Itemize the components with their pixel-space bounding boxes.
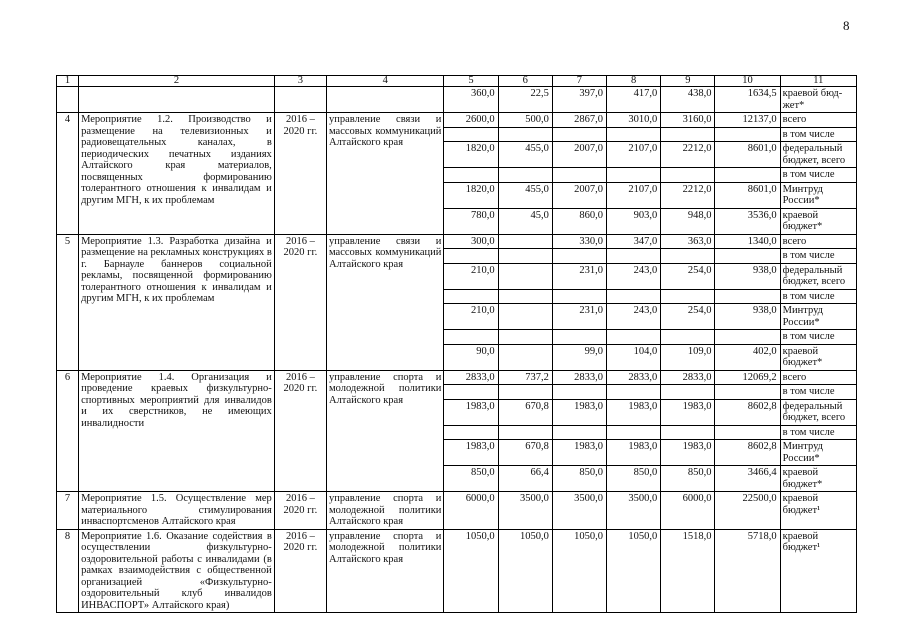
value-cell: 22,5 <box>498 87 552 113</box>
period-cell: 2016 – 2020 гг. <box>274 370 326 492</box>
event-cell: Мероприятие 1.5. Осуществление мер материального стимулирования инваспортсменов Алтайского края <box>79 492 275 530</box>
empty-cell <box>57 87 79 113</box>
row-number-cell: 4 <box>57 113 79 235</box>
executor-cell: управление спорта и молодежной политики Алтайского края <box>326 370 443 492</box>
value-cell: 850,0 <box>607 466 661 492</box>
value-cell: 737,2 <box>498 370 552 385</box>
value-cell: 1983,0 <box>607 440 661 466</box>
value-cell <box>498 249 552 264</box>
value-cell: 360,0 <box>444 87 498 113</box>
value-cell: 3010,0 <box>607 113 661 128</box>
value-cell <box>552 385 606 400</box>
col-header: 10 <box>715 76 780 87</box>
value-cell: 1050,0 <box>607 529 661 613</box>
value-cell: 670,8 <box>498 440 552 466</box>
col-header: 7 <box>552 76 606 87</box>
table-row <box>57 529 857 613</box>
value-cell <box>607 127 661 142</box>
value-cell: 1050,0 <box>498 529 552 613</box>
value-cell <box>607 330 661 345</box>
executor-cell: управление спорта и молодежной политики Алтайского края <box>326 492 443 530</box>
empty-cell <box>274 87 326 113</box>
value-cell <box>552 289 606 304</box>
value-cell: 3466,4 <box>715 466 780 492</box>
row-number-cell: 8 <box>57 529 79 613</box>
value-cell <box>661 330 715 345</box>
value-cell <box>661 127 715 142</box>
value-cell: 1983,0 <box>552 399 606 425</box>
value-cell <box>661 385 715 400</box>
funding-source-cell: в том числе <box>780 249 856 264</box>
value-cell <box>552 330 606 345</box>
value-cell <box>715 127 780 142</box>
value-cell: 1983,0 <box>552 440 606 466</box>
value-cell: 850,0 <box>552 466 606 492</box>
value-cell: 6000,0 <box>444 492 498 530</box>
value-cell: 45,0 <box>498 208 552 234</box>
value-cell: 1518,0 <box>661 529 715 613</box>
value-cell: 2107,0 <box>607 182 661 208</box>
funding-source-cell: в том числе <box>780 289 856 304</box>
value-cell: 254,0 <box>661 304 715 330</box>
value-cell: 12069,2 <box>715 370 780 385</box>
value-cell: 1050,0 <box>552 529 606 613</box>
continuation-row <box>57 87 857 113</box>
value-cell: 1050,0 <box>444 529 498 613</box>
value-cell: 3500,0 <box>498 492 552 530</box>
value-cell: 8602,8 <box>715 440 780 466</box>
value-cell <box>498 168 552 183</box>
value-cell: 90,0 <box>444 344 498 370</box>
value-cell <box>715 425 780 440</box>
value-cell <box>552 168 606 183</box>
value-cell: 938,0 <box>715 263 780 289</box>
value-cell: 850,0 <box>661 466 715 492</box>
value-cell <box>444 168 498 183</box>
value-cell: 8601,0 <box>715 182 780 208</box>
value-cell <box>607 168 661 183</box>
value-cell: 850,0 <box>444 466 498 492</box>
value-cell: 2007,0 <box>552 142 606 168</box>
value-cell: 363,0 <box>661 234 715 249</box>
funding-source-cell: в том числе <box>780 127 856 142</box>
value-cell: 397,0 <box>552 87 606 113</box>
value-cell <box>552 249 606 264</box>
funding-source-cell: Минтруд России* <box>780 182 856 208</box>
value-cell: 938,0 <box>715 304 780 330</box>
value-cell <box>444 289 498 304</box>
col-header: 2 <box>79 76 275 87</box>
value-cell: 1983,0 <box>444 399 498 425</box>
event-cell: Мероприятие 1.3. Разработка дизайна и размещение на рекламных конструкциях в г. Барнауле баннеров социальной рекламы, посвященной формированию толерантного отношения к инвалидам и другим МГН, к их проблемам <box>79 234 275 370</box>
col-header: 9 <box>661 76 715 87</box>
value-cell: 455,0 <box>498 142 552 168</box>
period-cell: 2016 – 2020 гг. <box>274 492 326 530</box>
value-cell: 2107,0 <box>607 142 661 168</box>
funding-source-cell: краевой бюджет¹ <box>780 529 856 613</box>
value-cell <box>498 289 552 304</box>
funding-source-cell: краевой бюджет* <box>780 208 856 234</box>
value-cell: 1820,0 <box>444 182 498 208</box>
table-row <box>57 370 857 385</box>
value-cell: 254,0 <box>661 263 715 289</box>
value-cell: 948,0 <box>661 208 715 234</box>
funding-source-cell: в том числе <box>780 330 856 345</box>
empty-cell <box>79 87 275 113</box>
event-cell: Мероприятие 1.6. Оказание содействия в осуществлении физкультурно-оздоровительной работы с инвалидами (в рамках взаимодействия с общественной организацией «Физкультурно-оздоровительный клуб инвалидов ИНВАСПОРТ» Алтайского края) <box>79 529 275 613</box>
value-cell: 1983,0 <box>607 399 661 425</box>
value-cell: 455,0 <box>498 182 552 208</box>
value-cell: 2867,0 <box>552 113 606 128</box>
value-cell: 22500,0 <box>715 492 780 530</box>
value-cell: 5718,0 <box>715 529 780 613</box>
value-cell <box>661 168 715 183</box>
value-cell: 438,0 <box>661 87 715 113</box>
funding-source-cell: всего <box>780 370 856 385</box>
funding-source-cell: в том числе <box>780 168 856 183</box>
value-cell: 210,0 <box>444 304 498 330</box>
value-cell <box>661 289 715 304</box>
executor-cell: управление связи и массовых коммуникаций Алтайского края <box>326 113 443 235</box>
value-cell <box>444 385 498 400</box>
value-cell: 780,0 <box>444 208 498 234</box>
value-cell: 3500,0 <box>607 492 661 530</box>
value-cell: 1983,0 <box>661 440 715 466</box>
value-cell: 2007,0 <box>552 182 606 208</box>
col-header: 4 <box>326 76 443 87</box>
value-cell: 903,0 <box>607 208 661 234</box>
funding-source-cell: Минтруд России* <box>780 440 856 466</box>
value-cell: 2212,0 <box>661 182 715 208</box>
value-cell: 2600,0 <box>444 113 498 128</box>
value-cell: 109,0 <box>661 344 715 370</box>
value-cell <box>661 249 715 264</box>
table-row <box>57 234 857 249</box>
value-cell <box>607 289 661 304</box>
value-cell: 104,0 <box>607 344 661 370</box>
value-cell: 2833,0 <box>661 370 715 385</box>
value-cell <box>715 249 780 264</box>
value-cell <box>715 289 780 304</box>
value-cell: 231,0 <box>552 304 606 330</box>
value-cell <box>498 330 552 345</box>
value-cell: 3160,0 <box>661 113 715 128</box>
value-cell <box>444 249 498 264</box>
value-cell: 2833,0 <box>607 370 661 385</box>
value-cell: 8602,8 <box>715 399 780 425</box>
funding-source-cell: краевой бюд-жет* <box>780 87 856 113</box>
funding-source-cell: краевой бюджет¹ <box>780 492 856 530</box>
funding-source-cell: краевой бюджет* <box>780 344 856 370</box>
value-cell: 500,0 <box>498 113 552 128</box>
value-cell: 6000,0 <box>661 492 715 530</box>
value-cell <box>552 127 606 142</box>
value-cell <box>607 249 661 264</box>
value-cell: 231,0 <box>552 263 606 289</box>
value-cell <box>444 127 498 142</box>
col-header: 11 <box>780 76 856 87</box>
value-cell: 1820,0 <box>444 142 498 168</box>
value-cell: 2833,0 <box>444 370 498 385</box>
col-header: 3 <box>274 76 326 87</box>
value-cell <box>715 168 780 183</box>
value-cell <box>552 425 606 440</box>
funding-source-cell: краевой бюджет* <box>780 466 856 492</box>
value-cell: 330,0 <box>552 234 606 249</box>
col-header: 6 <box>498 76 552 87</box>
value-cell: 402,0 <box>715 344 780 370</box>
value-cell: 66,4 <box>498 466 552 492</box>
value-cell <box>661 425 715 440</box>
value-cell: 1634,5 <box>715 87 780 113</box>
col-header: 1 <box>57 76 79 87</box>
value-cell: 2833,0 <box>552 370 606 385</box>
value-cell: 243,0 <box>607 263 661 289</box>
event-cell: Мероприятие 1.2. Производство и размещение на телевизионных и радиовещательных каналах, в периодических печатных изданиях Алтайского края материалов, посвященных формированию толерантного отношения к инвалидам и другим МГН, к их проблемам <box>79 113 275 235</box>
value-cell <box>715 330 780 345</box>
value-cell: 300,0 <box>444 234 498 249</box>
value-cell: 12137,0 <box>715 113 780 128</box>
value-cell: 1340,0 <box>715 234 780 249</box>
funding-source-cell: в том числе <box>780 385 856 400</box>
funding-source-cell: федеральный бюджет, всего <box>780 399 856 425</box>
funding-source-cell: Минтруд России* <box>780 304 856 330</box>
value-cell <box>444 330 498 345</box>
value-cell: 417,0 <box>607 87 661 113</box>
value-cell: 1983,0 <box>444 440 498 466</box>
col-header: 8 <box>607 76 661 87</box>
value-cell <box>498 127 552 142</box>
value-cell: 99,0 <box>552 344 606 370</box>
value-cell: 1983,0 <box>661 399 715 425</box>
row-number-cell: 7 <box>57 492 79 530</box>
empty-cell <box>326 87 443 113</box>
value-cell <box>498 344 552 370</box>
value-cell <box>498 425 552 440</box>
budget-table <box>56 75 857 613</box>
executor-cell: управление спорта и молодежной политики Алтайского края <box>326 529 443 613</box>
funding-source-cell: всего <box>780 234 856 249</box>
value-cell <box>498 385 552 400</box>
funding-source-cell: всего <box>780 113 856 128</box>
value-cell: 2212,0 <box>661 142 715 168</box>
row-number-cell: 5 <box>57 234 79 370</box>
period-cell: 2016 – 2020 гг. <box>274 529 326 613</box>
value-cell: 243,0 <box>607 304 661 330</box>
value-cell: 8601,0 <box>715 142 780 168</box>
value-cell: 347,0 <box>607 234 661 249</box>
value-cell: 860,0 <box>552 208 606 234</box>
value-cell: 670,8 <box>498 399 552 425</box>
value-cell <box>498 304 552 330</box>
period-cell: 2016 – 2020 гг. <box>274 113 326 235</box>
column-numbers-row <box>57 76 857 87</box>
executor-cell: управление связи и массовых коммуникаций Алтайского края <box>326 234 443 370</box>
value-cell: 3536,0 <box>715 208 780 234</box>
funding-source-cell: федеральный бюджет, всего <box>780 263 856 289</box>
col-header: 5 <box>444 76 498 87</box>
page-number: 8 <box>843 18 850 33</box>
table-row <box>57 113 857 128</box>
value-cell <box>498 234 552 249</box>
value-cell: 3500,0 <box>552 492 606 530</box>
value-cell <box>607 385 661 400</box>
value-cell <box>715 385 780 400</box>
event-cell: Мероприятие 1.4. Организация и проведение краевых физкультурно-спортивных мероприятий для инвалидов и их сверстников, не имеющих инвалидности <box>79 370 275 492</box>
table-row <box>57 492 857 530</box>
value-cell <box>498 263 552 289</box>
period-cell: 2016 – 2020 гг. <box>274 234 326 370</box>
funding-source-cell: федеральный бюджет, всего <box>780 142 856 168</box>
value-cell <box>444 425 498 440</box>
funding-source-cell: в том числе <box>780 425 856 440</box>
value-cell: 210,0 <box>444 263 498 289</box>
value-cell <box>607 425 661 440</box>
row-number-cell: 6 <box>57 370 79 492</box>
